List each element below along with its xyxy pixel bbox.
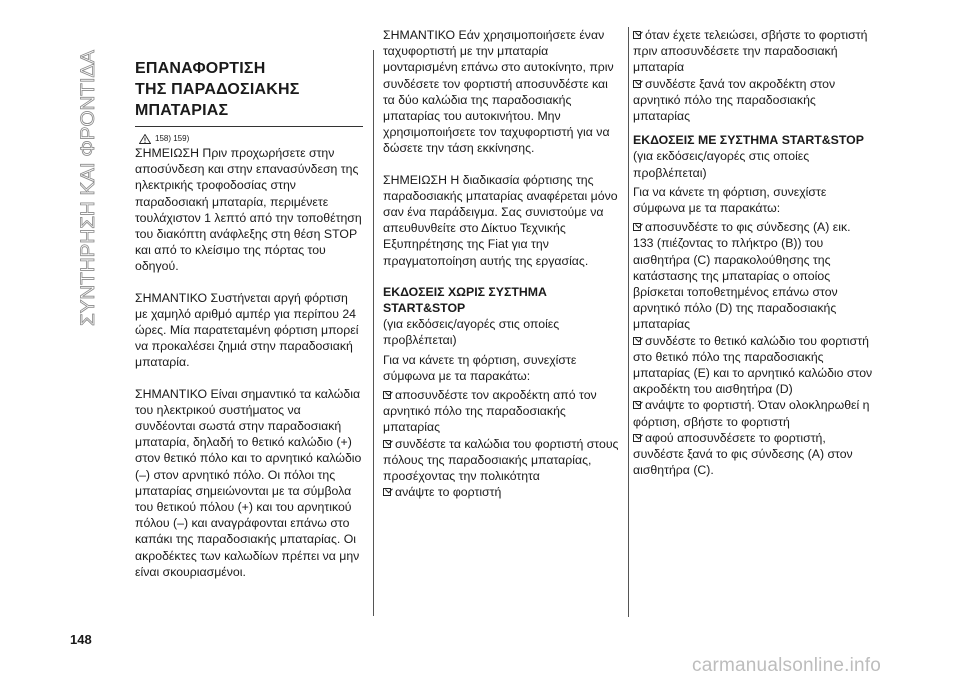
note-paragraph-2: ΣΗΜΕΙΩΣΗ Η διαδικασία φόρτισης της παραδοσιακής μπαταρίας αναφέρεται μόνο σαν ένα παράδειγμα. Σας συνιστούμε να απευθυνθείτε στο Δίκτυο Τεχνικής Εξυπηρέτησης της Fiat για την πραγματοποίηση αυτής της εργασίας. (383, 172, 618, 268)
step-item (633, 219, 873, 332)
step-item (633, 397, 873, 429)
important-paragraph-2: ΣΗΜΑΝΤΙΚΟ Είναι σημαντικό τα καλώδια του ηλεκτρικού συστήματος να συνδέονται σωστά στην παραδοσιακή μπαταρία, δηλαδή το θετικό καλώδιο (+) στον θετικό πόλο και το αρνητικό καλώδιο (–) στον αρνητικό πόλο. Οι πόλοι της μπαταρίας σημειώνονται με τα σύμβολα του θετικού πόλου (+) και του αρνητικού πόλου (–) και αναγράφονται επάνω στο καπάκι της παραδοσιακής μπαταρίας. Οι ακροδέκτες των καλωδίων πρέπει να μην είναι σκουριασμένοι. (135, 386, 362, 579)
step-item (633, 333, 873, 398)
step-text: αποσυνδέστε το φις σύνδεσης (A) εικ. 133 (πιέζοντας το πλήκτρο (B)) του αισθητήρα (C) παρακολούθησης της κατάστασης της μπαταρίας ο οποίος βρίσκεται τοποθετημένος επάνω στον αρνητικό πόλο (D) της παραδοσιακής μπαταρίας (633, 220, 851, 332)
important-paragraph-1: ΣΗΜΑΝΤΙΚΟ Συστήνεται αργή φόρτιση με χαμηλό αριθμό αμπέρ για περίπου 24 ώρες. Μία παρατεταμένη φόρτιση μπορεί να προκαλέσει ζημιά στην παραδοσιακή μπαταρία. (135, 290, 359, 370)
important-paragraph-3: ΣΗΜΑΝΤΙΚΟ Εάν χρησιμοποιήσετε έναν ταχυφορτιστή με την μπαταρία μονταρισμένη επάνω στο αυτοκίνητο, πριν συνδέσετε τον φορτιστή αποσυνδέστε και τα δύο καλώδια της παραδοσιακής μπαταρίας του αυτοκινήτου. Μην χρησιμοποιήσετε τον ταχυφορτιστή για να δώσετε την τάση εκκίνησης. (383, 28, 614, 156)
heading-without-start-stop: ΕΚΔΟΣΕΙΣ ΧΩΡΙΣ ΣΥΣΤΗΜΑ START&STOP (383, 284, 547, 316)
note-paragraph: ΣΗΜΕΙΩΣΗ Πριν προχωρήσετε στην αποσύνδεση και στην επανασύνδεση της ηλεκτρικής τροφοδοσίας στην παραδοσιακή μπαταρία, περιμένετε τουλάχιστον 1 λεπτό από την τοποθέτηση του διακόπτη ανάφλεξης στη θέση STOP και από το κλείσιμο της πόρτας του οδηγού. (135, 146, 362, 274)
section-title-line-3: ΜΠΑΤΑΡΙΑΣ (135, 102, 229, 119)
checkbox-bullet-icon (383, 440, 391, 448)
chapter-side-tab-graphic (66, 48, 106, 328)
step-text: συνδέστε τα καλώδια του φορτιστή στους πόλους της παραδοσιακής μπαταρίας, προσέχοντας την πολικότητα (383, 436, 619, 484)
section-title-line-2: ΤΗΣ ΠΑΡΑΔΟΣΙΑΚΗΣ (135, 81, 300, 98)
section-title (135, 58, 363, 121)
step-text: αφού αποσυνδέσετε το φορτιστή, συνδέστε ξανά το φις σύνδεσης (A) στον αισθητήρα (C). (633, 430, 853, 478)
warning-reference-numbers: 158) 159) (155, 134, 190, 143)
checkbox-bullet-icon (383, 391, 391, 399)
checkbox-bullet-icon (633, 401, 641, 409)
step-item (633, 430, 873, 479)
step-text: συνδέστε ξανά τον ακροδέκτη στον αρνητικό πόλο της παραδοσιακής μπαταρίας (633, 76, 836, 124)
section-title-line-1: ΕΠΑΝΑΦΟΡΤΙΣΗ (135, 60, 266, 77)
availability-note: (για εκδόσεις/αγορές στις οποίες προβλέπεται) (383, 317, 560, 348)
availability-note: (για εκδόσεις/αγορές στις οποίες προβλέπεται) (633, 149, 810, 180)
chapter-side-tab (66, 48, 106, 328)
column-2 (383, 27, 623, 500)
step-text: ανάψτε το φορτιστή (395, 485, 502, 500)
step-text: όταν έχετε τελειώσει, σβήστε το φορτιστή πριν αποσυνδέσετε την παραδοσιακή μπαταρία (633, 28, 868, 75)
step-text: συνδέστε το θετικό καλώδιο του φορτιστή στο θετικό πόλο της παραδοσιακής μπαταρίας (E) και το αρνητικό καλώδιο στον ακροδέκτη του αισθητήρα (D) (633, 333, 873, 397)
watermark: carmanualsonline.info (692, 655, 882, 676)
column-1 (135, 58, 363, 595)
title-divider (135, 126, 363, 127)
step-item (383, 484, 623, 500)
chapter-side-tab-label: ΣΥΝΤΗΡΗΣΗ ΚΑΙ ΦΡΟΝΤΙΔΑ (78, 70, 99, 326)
warning-references (135, 133, 363, 145)
checkbox-bullet-icon (633, 223, 641, 231)
checkbox-bullet-icon (633, 434, 641, 442)
procedure-intro: Για να κάνετε τη φόρτιση, συνεχίστε σύμφωνα με τα παρακάτω: (633, 184, 827, 216)
column-divider-2 (628, 27, 629, 617)
step-text: αποσυνδέστε τον ακροδέκτη από τον αρνητικό πόλο της παραδοσιακής μπαταρίας (383, 388, 597, 435)
checkbox-bullet-icon (633, 337, 641, 345)
step-text: ανάψτε το φορτιστή. Όταν ολοκληρωθεί η φόρτιση, σβήστε το φορτιστή (633, 398, 870, 429)
step-item (383, 436, 623, 485)
step-item (633, 76, 873, 125)
checkbox-bullet-icon (633, 31, 641, 39)
page-number: 148 (70, 632, 92, 647)
heading-with-start-stop: ΕΚΔΟΣΕΙΣ ΜΕ ΣΥΣΤΗΜΑ START&STOP (633, 133, 864, 148)
step-item (383, 387, 623, 436)
column-3 (633, 27, 873, 478)
checkbox-bullet-icon (633, 80, 641, 88)
procedure-intro: Για να κάνετε τη φόρτιση, συνεχίστε σύμφωνα με τα παρακάτω: (383, 352, 577, 383)
column-divider-1 (373, 50, 374, 616)
step-item (633, 27, 873, 76)
warning-triangle-icon (139, 134, 151, 144)
checkbox-bullet-icon (383, 488, 391, 496)
